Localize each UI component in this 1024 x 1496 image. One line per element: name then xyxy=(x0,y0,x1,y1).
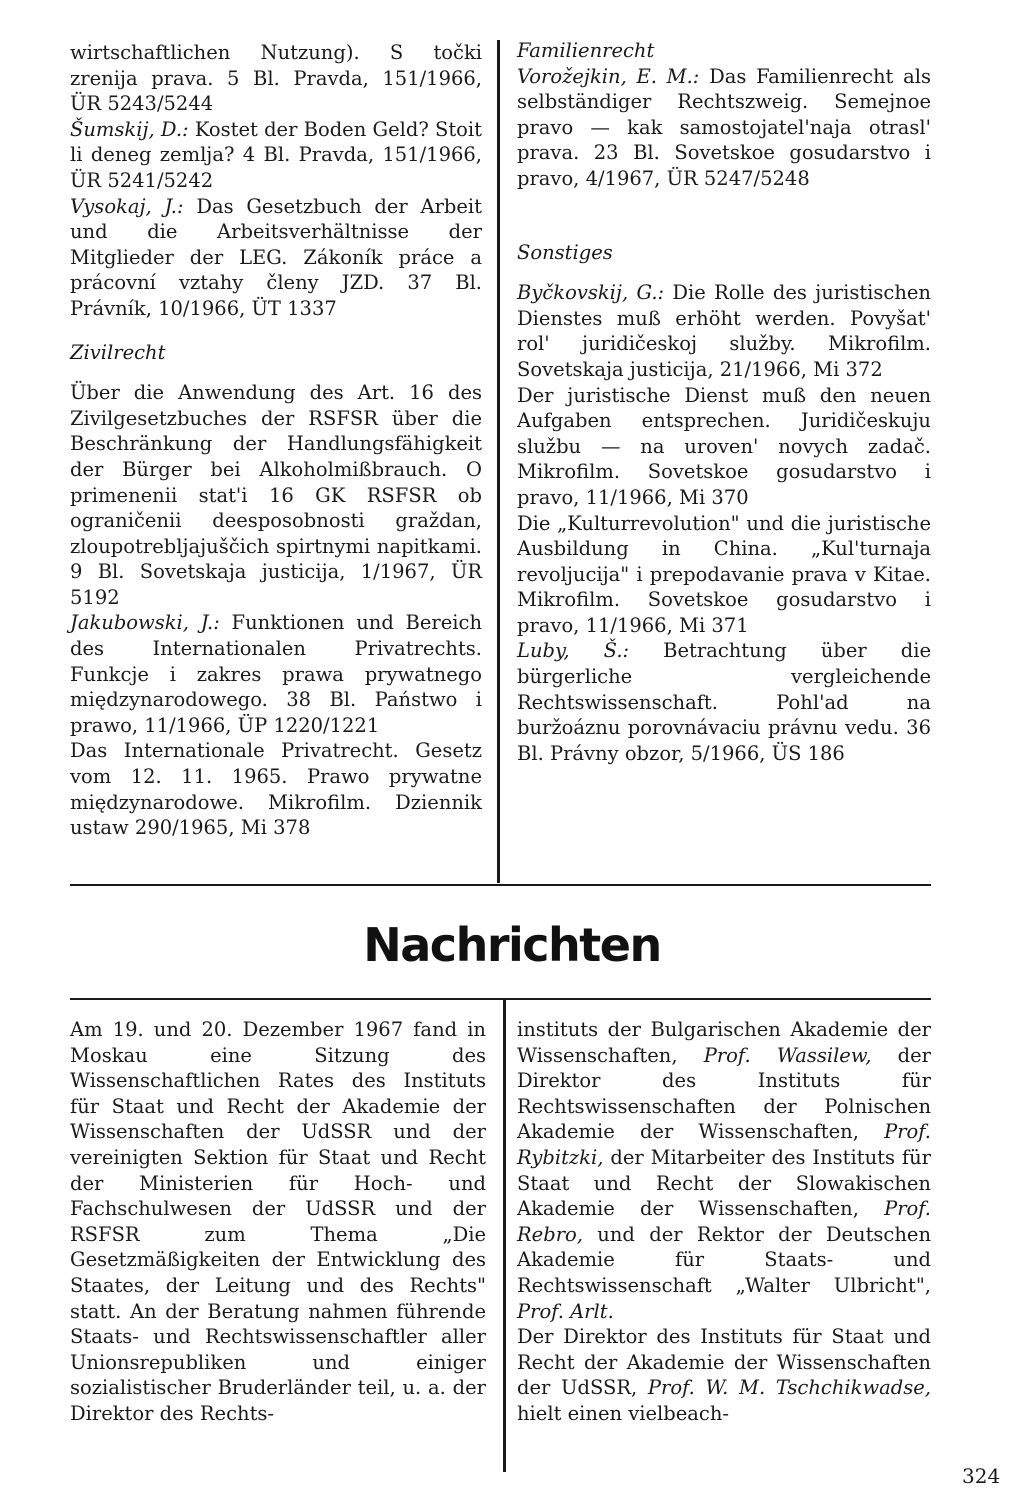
news-left-column xyxy=(70,1017,486,1427)
section-title: Zivilrecht xyxy=(70,340,166,364)
section-heading-nachrichten: Nachrichten xyxy=(363,918,661,972)
entry-text: Das Internationale Privatrecht. Gesetz vom 12. 11. 1965. Prawo prywatne międzynarodowe. Mikrofilm. Dziennik ustaw 290/1965, Mi 378 xyxy=(70,739,482,840)
person-name: Prof. Wassilew, xyxy=(703,1043,872,1067)
person-name: Prof. Rybitzki, xyxy=(517,1120,931,1169)
upper-column-divider xyxy=(497,40,500,883)
entry-text: Betrachtung über die bürgerliche vergleichende Rechtswissenschaft. Pohl'ad na buržoáznu porovnávaciu právnu vedu. 36 Bl. Právny obzor, 5/1966, ÜS 186 xyxy=(517,639,932,765)
section-title: Sonstiges xyxy=(517,240,613,264)
entry-text: Das Gesetzbuch der Arbeit und die Arbeitsverhältnisse der Mitglieder der LEG. Zákoník práce a prácovní vztahy členy JZD. 37 Bl. Právník, 10/1966, ÜT 1337 xyxy=(70,194,483,320)
entry-text: wirtschaftlichen Nutzung). S točki zrenija prava. 5 Bl. Pravda, 151/1966, ÜR 5243/5244 xyxy=(70,41,482,116)
entry-author: Luby, Š.: xyxy=(517,639,630,663)
entry-author: Šumskij, D.: xyxy=(70,117,189,141)
text-run: instituts der Bulgarischen Akademie der Wissenschaften, xyxy=(517,1018,931,1067)
entry-author: Jakubowski, J.: xyxy=(70,611,220,635)
bibliography-entry xyxy=(517,511,931,639)
entry-text: Die „Kulturrevolution" und die juristische Ausbildung in China. „Kul'turnaja revoljucija" i prepodavanie prava v Kitae. Mikrofilm. Sovetskoe gosudarstvo i pravo, 11/1966, Mi 371 xyxy=(517,511,931,637)
bibliography-entry xyxy=(517,280,931,382)
bibliography-entry xyxy=(70,1017,486,1427)
news-column-divider xyxy=(503,1000,506,1472)
person-name: Prof. Rebro, xyxy=(517,1197,931,1246)
upper-left-column xyxy=(70,40,482,841)
news-horizontal-rule xyxy=(70,998,931,1000)
text-run: der Direktor des Instituts für Rechtswissenschaften der Polnischen Akademie der Wissenschaften, xyxy=(517,1043,931,1144)
person-name: Prof. Arlt. xyxy=(517,1299,614,1323)
entry-author: Vorožejkin, E. M.: xyxy=(517,64,700,88)
bibliography-entry xyxy=(70,738,482,840)
text-run: Der Direktor des Instituts für Staat und Recht der Akademie der Wissenschaften der UdSSR, xyxy=(517,1325,931,1400)
text-run: und der Rektor der Deutschen Akademie für Staats- und Rechtswissenschaft „Walter Ulbricht", xyxy=(517,1222,931,1297)
entry-text: Der juristische Dienst muß den neuen Aufgaben entsprechen. Juridičeskuju službu — na uroven' novych zadač. Mikrofilm. Sovetskoe gosudarstvo i pravo, 11/1966, Mi 370 xyxy=(517,383,931,509)
entry-text: Am 19. und 20. Dezember 1967 fand in Moskau eine Sitzung des Wissenschaftlichen Rates des Instituts für Staat und Recht der Akademie der Wissenschaften der UdSSR und der vereinigten Sektion für Staat und Recht der Ministerien für Hoch- und Fachschulwesen der UdSSR und der RSFSR zum Thema „Die Gesetzmäßigkeiten der Entwicklung des Staates, der Leitung und des Rechts" statt. An der Beratung nahmen führende Staats- und Rechtswissenschaftler aller Unionsrepubliken und einiger sozialistischer Bruderländer teil, u. a. der Direktor des Rechts- xyxy=(70,1018,486,1425)
person-name: Prof. W. M. Tschchikwadse, xyxy=(647,1376,931,1400)
upper-right-column xyxy=(517,38,931,766)
section-title: Familienrecht xyxy=(517,39,655,62)
text-run: der Mitarbeiter des Instituts für Staat und Recht der Slowakischen Akademie der Wissenschaften, xyxy=(517,1145,931,1221)
news-paragraph xyxy=(517,1324,931,1426)
bibliography-entry xyxy=(70,117,482,194)
bibliography-entry xyxy=(70,194,482,322)
entry-text: Das Familienrecht als selbständiger Rechtszweig. Semejnoe pravo — kak samostojatel'naja otrasl' prava. 23 Bl. Sovetskoe gosudarstvo i pravo, 4/1967, ÜR 5247/5248 xyxy=(517,64,931,190)
entry-text: Über die Anwendung des Art. 16 des Zivilgesetzbuches der RSFSR über die Beschränkung der Handlungsfähigkeit der Bürger bei Alkoholmißbrauch. O primenenii stat'i 16 GK RSFSR ob ograničenii deesposobnosti graždan, zloupotrebljajuščich spirtnymi napitkami. 9 Bl. Sovetskaja justicija, 1/1967, ÜR 5192 xyxy=(70,381,482,609)
news-paragraph xyxy=(517,1017,931,1324)
entry-text: Funktionen und Bereich des Internationalen Privatrechts. Funkcje i zakres prawa prywatnego międzynarodowego. 38 Bl. Państwo i prawo, 11/1966, ÜP 1220/1221 xyxy=(70,611,483,737)
bibliography-entry xyxy=(517,638,931,766)
bibliography-entry xyxy=(70,380,482,610)
news-right-column xyxy=(517,1017,931,1427)
page-number: 324 xyxy=(962,1464,1001,1488)
text-run: hielt einen vielbeach- xyxy=(517,1401,729,1425)
entry-text: Kostet der Boden Geld? Stoit li deneg zemlja? 4 Bl. Pravda, 151/1966, ÜR 5241/5242 xyxy=(70,117,482,192)
bibliography-entry xyxy=(517,64,931,192)
entry-author: Byčkovskij, G.: xyxy=(517,281,665,305)
entry-author: Vysokaj, J.: xyxy=(70,194,184,218)
bibliography-entry xyxy=(70,610,482,738)
bibliography-entry xyxy=(517,383,931,511)
upper-horizontal-rule xyxy=(70,884,931,886)
entry-text: Die Rolle des juristischen Dienstes muß erhöht werden. Povyšat' rol' juridičeskoj služby. Mikrofilm. Sovetskaja justicija, 21/1966, Mi 372 xyxy=(517,281,931,381)
bibliography-entry xyxy=(70,40,482,117)
